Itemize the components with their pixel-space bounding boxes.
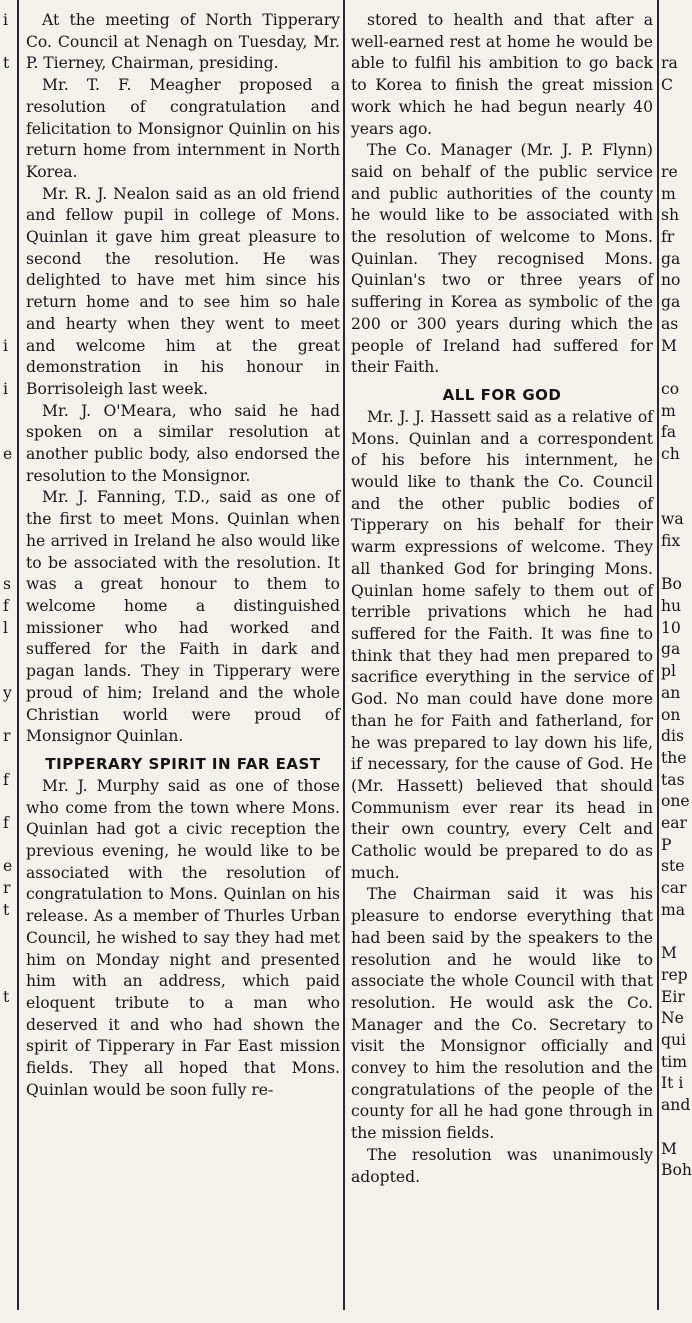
edge-fragment: re: [661, 162, 678, 181]
edge-fragment: f: [3, 770, 9, 789]
edge-fragment: [3, 835, 12, 857]
edge-fragment: and: [661, 1096, 691, 1115]
edge-fragment: [3, 487, 12, 509]
edge-fragment: [661, 357, 692, 379]
left-edge-fragments: [3, 10, 12, 1095]
edge-fragment: Bo: [661, 575, 682, 594]
edge-fragment: [3, 791, 12, 813]
paragraph: The Co. Manager (Mr. J. P. Flynn) said on behalf of the public service and public authorities of the county he would like to be associated with the resolution of welcome to Mons. Quinlan. They recognised Mons. Quinlan's two or three years of suffering in Korea as symbolic of the 200 or 300 years during which the people of Ireland had suffered for their Faith.: [351, 141, 653, 377]
edge-fragment: [3, 553, 12, 575]
edge-fragment: fr: [661, 228, 675, 247]
edge-fragment: y: [3, 683, 12, 702]
edge-fragment: on: [661, 705, 681, 724]
edge-fragment: [661, 10, 692, 32]
edge-fragment: hu: [661, 596, 682, 615]
edge-fragment: [3, 97, 12, 119]
edge-fragment: r: [3, 879, 11, 898]
edge-fragment: [3, 162, 12, 184]
edge-fragment: [3, 119, 12, 141]
edge-fragment: f: [3, 596, 9, 615]
column-b-paragraphs: [351, 10, 653, 379]
edge-fragment: M: [661, 944, 677, 963]
edge-fragment: an: [661, 683, 681, 702]
edge-fragment: [3, 205, 12, 227]
paragraph: Mr. J. O'Meara, who said he had spoken on a similar resolution at another public body, also endorsed the resolution to the Monsignor.: [26, 401, 340, 485]
edge-fragment: qui: [661, 1031, 687, 1050]
edge-fragment: [661, 140, 692, 162]
left-edge-column: [0, 0, 14, 1323]
column-a-paragraphs: [26, 10, 340, 748]
edge-fragment: [3, 227, 12, 249]
edge-fragment: no: [661, 271, 681, 290]
column-rule-right: [657, 0, 659, 1310]
edge-fragment: [661, 922, 692, 944]
right-edge-fragments: [661, 10, 692, 1182]
edge-fragment: ear: [661, 814, 687, 833]
edge-fragment: as: [661, 314, 679, 333]
edge-fragment: M: [661, 336, 677, 355]
edge-fragment: ste: [661, 857, 685, 876]
edge-fragment: s: [3, 575, 12, 594]
article-column-b: [351, 10, 653, 1188]
edge-fragment: t: [3, 987, 10, 1006]
edge-fragment: [661, 97, 692, 119]
edge-fragment: [661, 553, 692, 575]
edge-fragment: [3, 249, 12, 271]
edge-fragment: Boh: [661, 1161, 692, 1180]
edge-fragment: C: [661, 76, 673, 95]
edge-fragment: [3, 140, 12, 162]
edge-fragment: 10: [661, 618, 681, 637]
edge-fragment: [3, 661, 12, 683]
edge-fragment: P: [661, 835, 672, 854]
column-rule-middle: [343, 0, 345, 1310]
column-a-paragraphs-continued: [26, 776, 340, 1102]
edge-fragment: [3, 1052, 12, 1074]
edge-fragment: ga: [661, 293, 681, 312]
edge-fragment: i: [3, 11, 8, 29]
edge-fragment: [3, 748, 12, 770]
edge-fragment: [661, 32, 692, 54]
edge-fragment: [3, 705, 12, 727]
edge-fragment: rep: [661, 965, 688, 984]
edge-fragment: [3, 509, 12, 531]
edge-fragment: m: [661, 401, 676, 420]
edge-fragment: e: [3, 857, 13, 876]
edge-fragment: [3, 184, 12, 206]
edge-fragment: [3, 401, 12, 423]
edge-fragment: [3, 75, 12, 97]
paragraph: Mr. T. F. Meagher proposed a resolution of congratulation and felicitation to Monsignor Quinlin on his return home from internment in North Korea.: [26, 76, 340, 181]
edge-fragment: i: [3, 336, 8, 355]
edge-fragment: e: [3, 445, 13, 464]
paragraph: Mr. J. Fanning, T.D., said as one of the first to meet Mons. Quinlan when he arrived in Ireland he also would like to be associated with the resolution. It was a great honour to them to welcome home a distinguished missioner who had worked and suffered for the Faith in dark and pagan lands. They in Tipperary were proud of him; Ireland and the whole Christian world were proud of Monsignor Quinlan.: [26, 488, 340, 746]
edge-fragment: tim: [661, 1052, 688, 1071]
subheading-all-for-god: ALL FOR GOD: [442, 385, 562, 404]
edge-fragment: [3, 639, 12, 661]
edge-fragment: m: [661, 184, 676, 203]
subheading-tipperary-spirit: TIPPERARY SPIRIT IN FAR EAST: [45, 754, 321, 773]
edge-fragment: [3, 422, 12, 444]
edge-fragment: dis: [661, 727, 684, 746]
paragraph: The Chairman said it was his pleasure to endorse everything that had been said by the speakers to the resolution and he would like to associate the whole Council with that resolution. He would ask the Co. Manager and the Co. Secretary to visit the Monsignor officially and convey to him the resolution and the congratulations of the people of the county for all he had gone through in the mission fields.: [351, 885, 653, 1143]
edge-fragment: one: [661, 792, 690, 811]
edge-fragment: [3, 922, 12, 944]
edge-fragment: It i: [661, 1074, 684, 1093]
edge-fragment: [3, 1030, 12, 1052]
edge-fragment: [661, 466, 692, 488]
edge-fragment: [3, 292, 12, 314]
column-rule-left: [17, 0, 19, 1310]
edge-fragment: [661, 1117, 692, 1139]
paragraph: Mr. R. J. Nealon said as an old friend and fellow pupil in college of Mons. Quinlan it gave him great pleasure to second the resolution. He was delighted to have met him since his return home and to see him so hale and hearty when they went to meet and welcome him at the great demonstration in his honour in Borrisoleigh last week.: [26, 184, 340, 398]
edge-fragment: [3, 466, 12, 488]
paragraph: stored to health and that after a well-earned rest at home he would be able to fulfil his ambition to go back to Korea to finish the great mission work which he had begun nearly 40 years ago.: [351, 11, 653, 138]
edge-fragment: [3, 943, 12, 965]
edge-fragment: pl: [661, 662, 676, 681]
edge-fragment: ch: [661, 445, 680, 464]
edge-fragment: ma: [661, 900, 686, 919]
column-b-paragraphs-continued: [351, 407, 653, 1188]
edge-fragment: [3, 531, 12, 553]
edge-fragment: [3, 314, 12, 336]
paragraph: The resolution was unanimously adopted.: [351, 1145, 653, 1186]
edge-fragment: l: [3, 618, 8, 637]
edge-fragment: Eir: [661, 987, 685, 1006]
edge-fragment: the: [661, 748, 687, 767]
edge-fragment: [3, 965, 12, 987]
right-edge-column: [661, 0, 692, 1323]
paragraph: Mr. J. J. Hassett said as a relative of Mons. Quinlan and a correspondent of his before his internment, he would like to thank the Co. Council and the other public bodies of Tipperary on his behalf for their warm expressions of welcome. They all thanked God for bringing Mons. Quinlan home safely to them out of terrible privations which he had suffered for the Faith. It was fine to think that they had men prepared to sacrifice everything in the service of God. No man could have done more than he for Faith and fatherland, for he was prepared to lay down his life, if necessary, for the cause of God. He (Mr. Hassett) believed that should Communism ever rear its head in their own country, every Celt and Catholic would be prepared to do as much.: [351, 407, 653, 882]
edge-fragment: fa: [661, 423, 677, 442]
edge-fragment: f: [3, 814, 9, 833]
edge-fragment: wa: [661, 510, 684, 529]
edge-fragment: r: [3, 727, 11, 746]
edge-fragment: ga: [661, 640, 681, 659]
edge-fragment: t: [3, 54, 10, 73]
edge-fragment: t: [3, 900, 10, 919]
edge-fragment: [3, 357, 12, 379]
article-column-a: [26, 10, 340, 1101]
edge-fragment: co: [661, 379, 680, 398]
edge-fragment: [661, 119, 692, 141]
edge-fragment: [661, 487, 692, 509]
edge-fragment: [3, 270, 12, 292]
edge-fragment: M: [661, 1139, 677, 1158]
edge-fragment: i: [3, 379, 8, 398]
paragraph: At the meeting of North Tipperary Co. Council at Nenagh on Tuesday, Mr. P. Tierney, Chairman, presiding.: [26, 11, 340, 73]
edge-fragment: sh: [661, 206, 680, 225]
paragraph: Mr. J. Murphy said as one of those who come from the town where Mons. Quinlan had got a civic reception the previous evening, he would like to be associated with the resolution of congratulation to Mons. Quinlan on his release. As a member of Thurles Urban Council, he wished to say they had met him on Monday night and presented him with an address, which paid eloquent tribute to a man who deserved it and who had shown the spirit of Tipperary in Far East mission fields. They all hoped that Mons. Quinlan would be soon fully re-: [26, 776, 340, 1099]
edge-fragment: ra: [661, 54, 678, 73]
edge-fragment: fix: [661, 531, 681, 550]
edge-fragment: tas: [661, 770, 685, 789]
edge-fragment: Ne: [661, 1009, 684, 1028]
edge-fragment: [3, 32, 12, 54]
edge-fragment: [3, 1073, 12, 1095]
edge-fragment: ga: [661, 249, 681, 268]
edge-fragment: [3, 1008, 12, 1030]
edge-fragment: car: [661, 879, 687, 898]
